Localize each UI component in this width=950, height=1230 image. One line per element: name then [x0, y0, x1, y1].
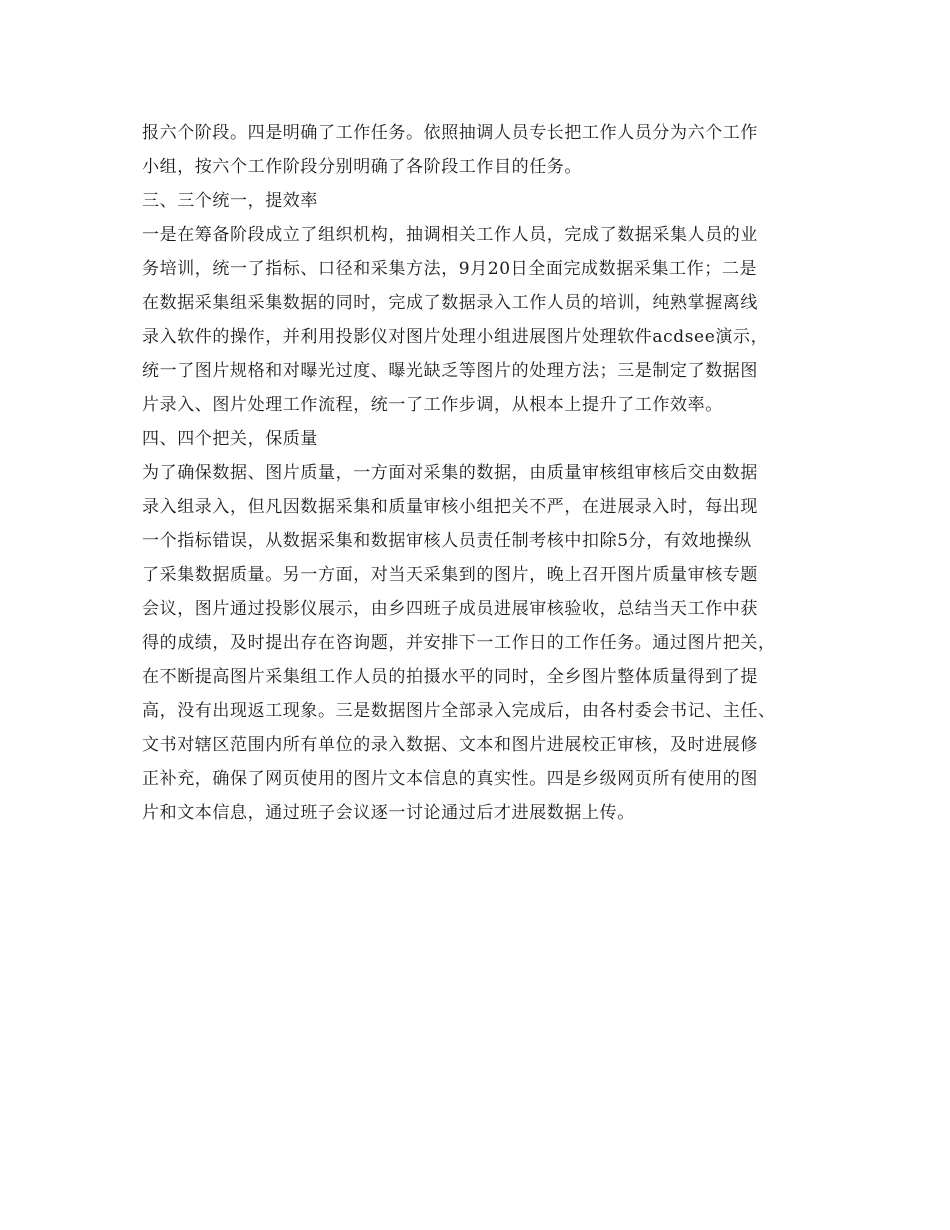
- document-body: [142, 116, 808, 830]
- text-line: 小组，按六个工作阶段分别明确了各阶段工作目的任务。: [142, 157, 582, 177]
- text-line: 报六个阶段。四是明确了工作任务。依照抽调人员专长把工作人员分为六个工作: [142, 123, 758, 143]
- text-line: 会议，图片通过投影仪展示，由乡四班子成员进展审核验收，总结当天工作中获: [142, 599, 758, 619]
- text-line: 在不断提高图片采集组工作人员的拍摄水平的同时，全乡图片整体质量得到了提: [142, 667, 758, 687]
- text-line: 高，没有出现返工现象。三是数据图片全部录入完成后，由各村委会书记、主任、: [142, 701, 776, 721]
- text-line: 录入组录入，但凡因数据采集和质量审核小组把关不严，在进展录入时，每出现: [142, 497, 758, 517]
- section-heading: 三、三个统一，提效率: [142, 191, 318, 211]
- text-line: 片和文本信息，通过班子会议逐一讨论通过后才进展数据上传。: [142, 803, 635, 823]
- text-line: 正补充，确保了网页使用的图片文本信息的真实性。四是乡级网页所有使用的图: [142, 769, 758, 789]
- text-line: 务培训，统一了指标、口径和采集方法，9月20日全面完成数据采集工作；二是: [142, 259, 758, 279]
- text-line: 得的成绩，及时提出存在咨询题，并安排下一工作日的工作任务。通过图片把关，: [142, 633, 776, 653]
- text-line: 文书对辖区范围内所有单位的录入数据、文本和图片进展校正审核，及时进展修: [142, 735, 758, 755]
- text-line: 统一了图片规格和对曝光过度、曝光缺乏等图片的处理方法；三是制定了数据图: [142, 361, 758, 381]
- text-line: 了采集数据质量。另一方面，对当天采集到的图片，晚上召开图片质量审核专题: [142, 565, 758, 585]
- text-line: 录入软件的操作，并利用投影仪对图片处理小组进展图片处理软件acdsee演示，: [142, 327, 769, 347]
- text-line: 在数据采集组采集数据的同时，完成了数据录入工作人员的培训，纯熟掌握离线: [142, 293, 758, 313]
- text-line: 片录入、图片处理工作流程，统一了工作步调，从根本上提升了工作效率。: [142, 395, 723, 415]
- text-line: 为了确保数据、图片质量，一方面对采集的数据，由质量审核组审核后交由数据: [142, 463, 758, 483]
- section-heading: 四、四个把关，保质量: [142, 429, 318, 449]
- text-line: 一是在筹备阶段成立了组织机构，抽调相关工作人员，完成了数据采集人员的业: [142, 225, 758, 245]
- text-line: 一个指标错误，从数据采集和数据审核人员责任制考核中扣除5分，有效地操纵: [142, 531, 752, 551]
